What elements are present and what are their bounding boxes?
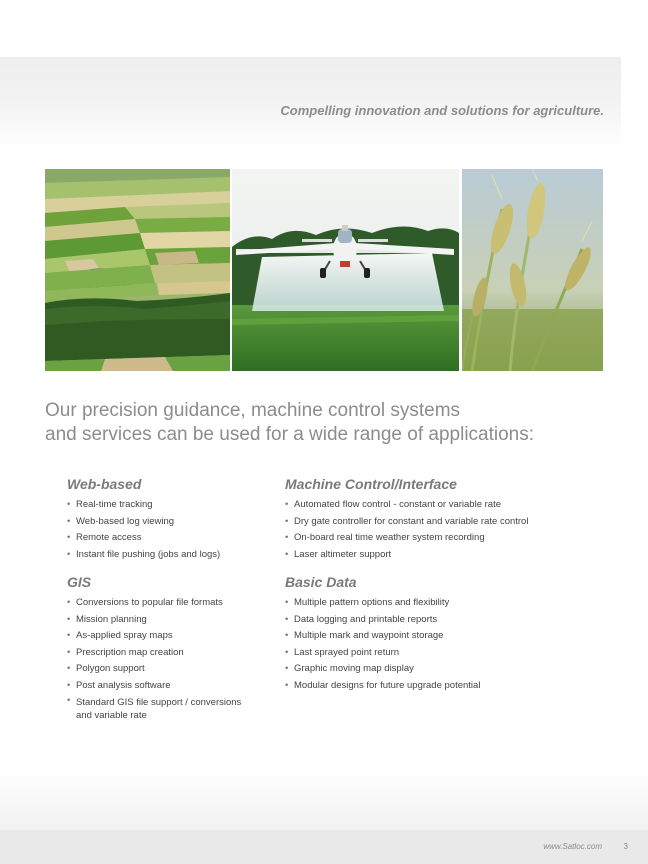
list-item: • Prescription map creation bbox=[67, 645, 252, 662]
list-item: • Last sprayed point return bbox=[285, 645, 585, 662]
bullet-list bbox=[285, 497, 585, 563]
list-item: • On-board real time weather system recording bbox=[285, 530, 585, 547]
list-item: • Real-time tracking bbox=[67, 497, 252, 514]
list-item: • Standard GIS file support / conversions and variable rate bbox=[67, 694, 252, 722]
section-machine-control bbox=[285, 475, 585, 563]
list-item: • Graphic moving map display bbox=[285, 661, 585, 678]
list-item: • Web-based log viewing bbox=[67, 514, 252, 531]
crop-duster-photo bbox=[232, 169, 459, 371]
list-item: • Automated flow control - constant or variable rate bbox=[285, 497, 585, 514]
list-item: • Data logging and printable reports bbox=[285, 612, 585, 629]
section-basic-data bbox=[285, 573, 585, 694]
intro-line-2: and services can be used for a wide range of applications: bbox=[45, 424, 535, 445]
list-item: • Multiple pattern options and flexibility bbox=[285, 595, 585, 612]
tagline: Compelling innovation and solutions for agriculture. bbox=[280, 103, 604, 118]
list-item: • Instant file pushing (jobs and logs) bbox=[67, 547, 252, 564]
footer-fade bbox=[0, 770, 648, 830]
wheat-photo bbox=[462, 169, 603, 371]
page-number: 3 bbox=[623, 842, 628, 851]
list-item: • Post analysis software bbox=[67, 678, 252, 695]
section-title: Basic Data bbox=[285, 574, 357, 590]
list-item: • Multiple mark and waypoint storage bbox=[285, 628, 585, 645]
aerial-fields-photo bbox=[45, 169, 230, 371]
footer-website-link[interactable]: www.Satloc.com bbox=[543, 842, 602, 851]
list-item: • As-applied spray maps bbox=[67, 628, 252, 645]
intro-heading bbox=[45, 399, 605, 447]
list-item: • Polygon support bbox=[67, 661, 252, 678]
intro-line-1: Our precision guidance, machine control systems bbox=[45, 400, 461, 421]
section-web-based bbox=[67, 475, 252, 563]
list-item: • Remote access bbox=[67, 530, 252, 547]
section-title: Machine Control/Interface bbox=[285, 476, 457, 492]
list-item: • Dry gate controller for constant and variable rate control bbox=[285, 514, 585, 531]
section-gis bbox=[67, 573, 252, 722]
list-item: • Conversions to popular file formats bbox=[67, 595, 252, 612]
list-item: • Mission planning bbox=[67, 612, 252, 629]
bullet-list bbox=[67, 497, 252, 563]
bullet-list bbox=[67, 595, 252, 722]
bullet-list bbox=[285, 595, 585, 694]
section-title: Web-based bbox=[67, 476, 142, 492]
list-item: • Modular designs for future upgrade potential bbox=[285, 678, 585, 695]
list-item: • Laser altimeter support bbox=[285, 547, 585, 564]
section-title: GIS bbox=[67, 574, 92, 590]
